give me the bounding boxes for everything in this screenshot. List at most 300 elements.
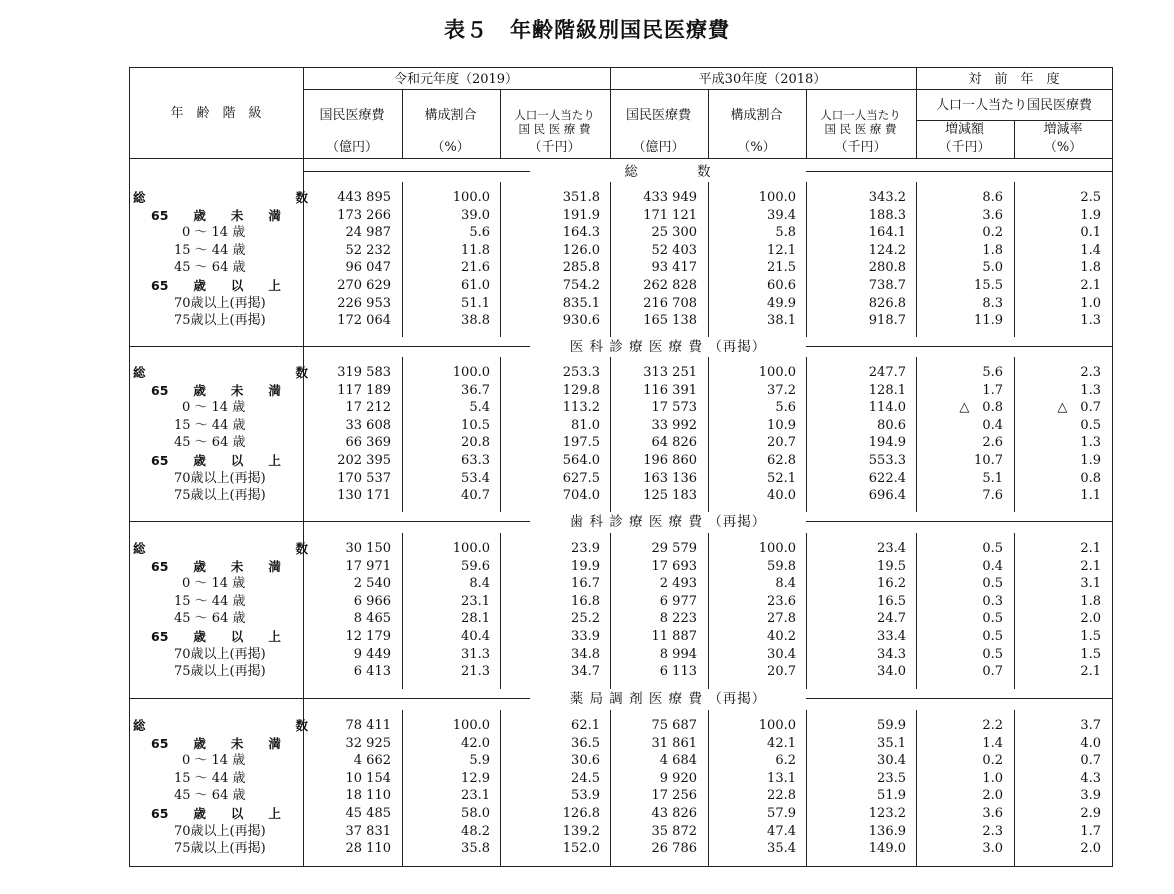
section-separator-label xyxy=(129,346,303,347)
table-cell: 34.7 xyxy=(571,664,600,680)
table-cell: 3.7 xyxy=(1080,718,1101,733)
table-cell: 1.8 xyxy=(1080,260,1101,276)
table-cell: 754.2 xyxy=(562,278,600,293)
table-cell: 51.9 xyxy=(877,788,906,804)
table-cell: 622.4 xyxy=(868,470,906,486)
table-cell: 33 992 xyxy=(651,417,697,433)
table-cell: 16.7 xyxy=(571,576,600,592)
table-cell: 17 693 xyxy=(651,558,697,574)
table-cell: 171 121 xyxy=(643,207,697,223)
row-label: 70歳以上(再掲) xyxy=(174,823,266,839)
col-percap-2018-line2: 国 民 医 療 費 xyxy=(824,122,897,136)
table-cell: 12.9 xyxy=(461,770,490,786)
row-label: 総 数 xyxy=(133,190,309,205)
table-cell: 96 047 xyxy=(345,260,391,276)
table-cell: 0.4 xyxy=(982,417,1003,433)
table-cell: 165 138 xyxy=(643,313,697,329)
row-label: 65 歳 未 満 xyxy=(151,382,281,398)
table-cell: △ 0.7 xyxy=(1057,400,1101,416)
table-cell: 1.0 xyxy=(982,770,1003,786)
table-cell: 2.2 xyxy=(982,718,1003,733)
table-cell: 136.9 xyxy=(868,823,906,839)
page-title: 表５ 年齢階級別国民医療費 xyxy=(444,18,730,42)
table-cell: 285.8 xyxy=(562,260,600,276)
table-cell: 3.0 xyxy=(982,841,1003,857)
col-share-2019: 構成割合 xyxy=(424,108,477,123)
table-cell: 313 251 xyxy=(643,365,697,380)
table-cell: 31 861 xyxy=(651,735,697,751)
table-cell: 52.1 xyxy=(767,470,796,486)
table-cell: 24.7 xyxy=(877,611,906,627)
table-cell: 23.1 xyxy=(461,788,490,804)
col-divider-header xyxy=(1014,120,1015,159)
table-cell: 1.1 xyxy=(1080,488,1101,504)
table-cell: 33 608 xyxy=(345,417,391,433)
row-label: 65 歳 以 上 xyxy=(151,629,281,644)
table-cell: 319 583 xyxy=(337,365,391,380)
table-cell: 0.5 xyxy=(982,629,1003,644)
table-cell: 37.2 xyxy=(767,382,796,398)
table-cell: 0.3 xyxy=(982,593,1003,609)
table-cell: 170 537 xyxy=(337,470,391,486)
table-cell: 2.1 xyxy=(1080,541,1101,556)
table-top-border xyxy=(129,67,1113,68)
table-cell: 139.2 xyxy=(562,823,600,839)
col-increase-rate-unit: （%） xyxy=(1043,140,1083,155)
table-cell: 191.9 xyxy=(562,207,600,223)
table-cell: 40.0 xyxy=(767,488,796,504)
table-cell: 35.8 xyxy=(461,841,490,857)
table-cell: 2.5 xyxy=(1080,190,1101,205)
table-cell: 30 150 xyxy=(345,541,391,556)
table-cell: 116 391 xyxy=(643,382,697,398)
table-cell: 11.8 xyxy=(461,242,490,258)
table-cell: 52 403 xyxy=(651,242,697,258)
table-cell: 1.3 xyxy=(1080,382,1101,398)
row-label: 70歳以上(再掲) xyxy=(174,295,266,311)
table-cell: 17 256 xyxy=(651,788,697,804)
row-label: 75歳以上(再掲) xyxy=(174,313,266,329)
table-cell: 1.5 xyxy=(1080,629,1101,644)
table-cell: 59.9 xyxy=(877,718,906,733)
row-label: 0 ～ 14 歳 xyxy=(182,576,246,592)
table-cell: 553.3 xyxy=(868,453,906,468)
table-cell: 24 987 xyxy=(345,225,391,241)
table-cell: 0.5 xyxy=(1080,417,1101,433)
table-cell: 5.1 xyxy=(982,470,1003,486)
table-cell: 2.3 xyxy=(982,823,1003,839)
table-cell: 11.9 xyxy=(974,313,1003,329)
table-cell: 216 708 xyxy=(643,295,697,311)
table-bottom-border xyxy=(129,866,1113,867)
col-increase-amount: 増減額 xyxy=(944,122,984,137)
table-cell: 6 977 xyxy=(659,593,697,609)
table-cell: 52 232 xyxy=(345,242,391,258)
table-cell: 5.9 xyxy=(469,753,490,769)
table-cell: 48.2 xyxy=(461,823,490,839)
table-cell: 24.5 xyxy=(571,770,600,786)
table-cell: 100.0 xyxy=(758,190,796,205)
group-header-change: 対 前 年 度 xyxy=(968,72,1060,87)
row-label: 65 歳 以 上 xyxy=(151,806,281,821)
table-cell: 23.5 xyxy=(877,770,906,786)
table-cell: 51.1 xyxy=(461,295,490,311)
table-cell: 36.7 xyxy=(461,382,490,398)
table-cell: 433 949 xyxy=(643,190,697,205)
table-cell: 1.9 xyxy=(1080,207,1101,223)
row-label: 15 ～ 44 歳 xyxy=(174,417,246,433)
table-cell: 1.7 xyxy=(1080,823,1101,839)
table-cell: △ 0.8 xyxy=(959,400,1003,416)
table-cell: 23.4 xyxy=(877,541,906,556)
table-cell: 930.6 xyxy=(562,313,600,329)
table-cell: 126.0 xyxy=(562,242,600,258)
col-share-unit-2018: （%） xyxy=(737,140,776,155)
table-cell: 37 831 xyxy=(345,823,391,839)
row-label: 15 ～ 44 歳 xyxy=(174,242,246,258)
table-cell: 351.8 xyxy=(562,190,600,205)
table-cell: 4 684 xyxy=(659,753,697,769)
row-label: 0 ～ 14 歳 xyxy=(182,225,246,241)
table-cell: 33.9 xyxy=(571,629,600,644)
table-cell: 38.1 xyxy=(767,313,796,329)
table-cell: 1.4 xyxy=(982,735,1003,751)
section-title: 総 数 xyxy=(530,164,806,180)
table-cell: 0.2 xyxy=(982,225,1003,241)
row-label: 65 歳 以 上 xyxy=(151,278,281,293)
col-total-2019: 国民医療費 xyxy=(319,108,385,123)
table-cell: 9 920 xyxy=(659,770,697,786)
table-cell: 10 154 xyxy=(345,770,391,786)
table-cell: 738.7 xyxy=(868,278,906,293)
table-cell: 27.8 xyxy=(767,611,796,627)
table-cell: 53.4 xyxy=(461,470,490,486)
table-cell: 164.1 xyxy=(868,225,906,241)
table-cell: 918.7 xyxy=(868,313,906,329)
row-label: 45 ～ 64 歳 xyxy=(174,788,246,804)
table-cell: 39.0 xyxy=(461,207,490,223)
table-cell: 126.8 xyxy=(562,806,600,821)
table-cell: 35.4 xyxy=(767,841,796,857)
table-cell: 0.5 xyxy=(982,611,1003,627)
section-title: 薬 局 調 剤 医 療 費 （再掲） xyxy=(530,691,806,707)
table-cell: 163 136 xyxy=(643,470,697,486)
table-cell: 3.1 xyxy=(1080,576,1101,592)
table-cell: 2.1 xyxy=(1080,664,1101,680)
table-cell: 17 573 xyxy=(651,400,697,416)
table-cell: 194.9 xyxy=(868,435,906,451)
table-cell: 253.3 xyxy=(562,365,600,380)
table-cell: 19.5 xyxy=(877,558,906,574)
table-cell: 62.8 xyxy=(767,453,796,468)
col-divider-header xyxy=(708,89,709,159)
table-cell: 43 826 xyxy=(651,806,697,821)
table-cell: 704.0 xyxy=(562,488,600,504)
table-cell: 173 266 xyxy=(337,207,391,223)
table-cell: 29 579 xyxy=(651,541,697,556)
table-cell: 16.8 xyxy=(571,593,600,609)
table-cell: 38.8 xyxy=(461,313,490,329)
col-percap-2019-line1: 人口一人当たり xyxy=(514,108,595,122)
table-cell: 2.6 xyxy=(982,435,1003,451)
table-cell: 124.2 xyxy=(868,242,906,258)
table-cell: 10.5 xyxy=(461,417,490,433)
table-cell: 8 994 xyxy=(659,646,697,662)
table-cell: 130 171 xyxy=(337,488,391,504)
table-cell: 58.0 xyxy=(461,806,490,821)
table-cell: 280.8 xyxy=(868,260,906,276)
table-cell: 30.6 xyxy=(571,753,600,769)
change-subheader: 人口一人当たり国民医療費 xyxy=(935,98,1092,113)
table-cell: 35 872 xyxy=(651,823,697,839)
table-cell: 17 212 xyxy=(345,400,391,416)
table-cell: 10.9 xyxy=(767,417,796,433)
table-cell: 0.5 xyxy=(982,541,1003,556)
col-total-unit-2018: （億円） xyxy=(632,140,685,155)
row-label: 65 歳 未 満 xyxy=(151,735,281,751)
row-label: 75歳以上(再掲) xyxy=(174,664,266,680)
table-cell: 149.0 xyxy=(868,841,906,857)
table-cell: 172 064 xyxy=(337,313,391,329)
col-share-2018: 構成割合 xyxy=(730,108,783,123)
table-cell: 2.1 xyxy=(1080,558,1101,574)
table-cell: 100.0 xyxy=(452,190,490,205)
table-cell: 47.4 xyxy=(767,823,796,839)
section-title: 歯 科 診 療 医 療 費 （再掲） xyxy=(530,514,806,530)
table-cell: 5.0 xyxy=(982,260,1003,276)
table-cell: 5.8 xyxy=(775,225,796,241)
col-share-unit-2019: （%） xyxy=(431,140,470,155)
table-cell: 8.6 xyxy=(982,190,1003,205)
table-cell: 23.6 xyxy=(767,593,796,609)
table-cell: 100.0 xyxy=(758,718,796,733)
table-cell: 20.8 xyxy=(461,435,490,451)
table-cell: 5.6 xyxy=(469,225,490,241)
table-cell: 0.8 xyxy=(1080,470,1101,486)
table-cell: 17 971 xyxy=(345,558,391,574)
table-cell: 100.0 xyxy=(452,541,490,556)
row-label: 0 ～ 14 歳 xyxy=(182,400,246,416)
table-cell: 1.4 xyxy=(1080,242,1101,258)
table-cell: 3.9 xyxy=(1080,788,1101,804)
section-title: 医 科 診 療 医 療 費 （再掲） xyxy=(530,339,806,355)
table-cell: 1.5 xyxy=(1080,646,1101,662)
group-header-2018: 平成30年度（2018） xyxy=(698,72,827,87)
table-cell: 100.0 xyxy=(452,718,490,733)
table-cell: 59.6 xyxy=(461,558,490,574)
table-cell: 16.5 xyxy=(877,593,906,609)
table-cell: 78 411 xyxy=(345,718,391,733)
table-cell: 627.5 xyxy=(562,470,600,486)
table-cell: 826.8 xyxy=(868,295,906,311)
section-separator-label xyxy=(129,521,303,522)
table-cell: 22.8 xyxy=(767,788,796,804)
table-cell: 343.2 xyxy=(868,190,906,205)
table-cell: 4.0 xyxy=(1080,735,1101,751)
table-cell: 8.4 xyxy=(775,576,796,592)
table-cell: 114.0 xyxy=(868,400,906,416)
table-cell: 1.8 xyxy=(1080,593,1101,609)
table-cell: 152.0 xyxy=(562,841,600,857)
table-cell: 0.2 xyxy=(982,753,1003,769)
col-total-2018: 国民医療費 xyxy=(625,108,691,123)
table-cell: 2.3 xyxy=(1080,365,1101,380)
row-label: 15 ～ 44 歳 xyxy=(174,593,246,609)
table-cell: 6 413 xyxy=(353,664,391,680)
table-cell: 1.3 xyxy=(1080,313,1101,329)
table-cell: 262 828 xyxy=(643,278,697,293)
table-cell: 0.5 xyxy=(982,576,1003,592)
col-increase-rate: 増減率 xyxy=(1043,122,1083,137)
age-class-header: 年 齢 階 級 xyxy=(170,106,262,121)
table-cell: 2.0 xyxy=(1080,841,1101,857)
table-cell: 40.2 xyxy=(767,629,796,644)
row-label: 総 数 xyxy=(133,541,309,556)
table-cell: 1.9 xyxy=(1080,453,1101,468)
table-cell: 1.8 xyxy=(982,242,1003,258)
table-cell: 19.9 xyxy=(571,558,600,574)
row-label: 70歳以上(再掲) xyxy=(174,646,266,662)
col-divider-header xyxy=(806,89,807,159)
table-cell: 226 953 xyxy=(337,295,391,311)
table-cell: 2.0 xyxy=(982,788,1003,804)
table-cell: 100.0 xyxy=(758,541,796,556)
table-cell: 100.0 xyxy=(452,365,490,380)
table-cell: 3.6 xyxy=(982,806,1003,821)
table-cell: 1.0 xyxy=(1080,295,1101,311)
table-cell: 1.7 xyxy=(982,382,1003,398)
table-cell: 34.0 xyxy=(877,664,906,680)
row-label: 15 ～ 44 歳 xyxy=(174,770,246,786)
table-cell: 63.3 xyxy=(461,453,490,468)
table-cell: 53.9 xyxy=(571,788,600,804)
table-cell: 2 493 xyxy=(659,576,697,592)
table-cell: 117 189 xyxy=(337,382,391,398)
table-cell: 31.3 xyxy=(461,646,490,662)
table-cell: 164.3 xyxy=(562,225,600,241)
table-cell: 196 860 xyxy=(643,453,697,468)
table-cell: 49.9 xyxy=(767,295,796,311)
header-bottom-border xyxy=(129,158,1113,159)
table-cell: 36.5 xyxy=(571,735,600,751)
table-cell: 0.4 xyxy=(982,558,1003,574)
table-cell: 30.4 xyxy=(877,753,906,769)
row-label: 75歳以上(再掲) xyxy=(174,841,266,857)
row-label: 45 ～ 64 歳 xyxy=(174,260,246,276)
table-cell: 7.6 xyxy=(982,488,1003,504)
row-label: 0 ～ 14 歳 xyxy=(182,753,246,769)
table-cell: 21.5 xyxy=(767,260,796,276)
table-cell: 8 223 xyxy=(659,611,697,627)
table-cell: 5.4 xyxy=(469,400,490,416)
col-total-unit-2019: （億円） xyxy=(325,140,378,155)
table-cell: 6.2 xyxy=(775,753,796,769)
group-divider-header xyxy=(916,67,917,159)
table-cell: 113.2 xyxy=(562,400,600,416)
table-cell: 125 183 xyxy=(643,488,697,504)
table-cell: 80.6 xyxy=(877,417,906,433)
table-cell: 2 540 xyxy=(353,576,391,592)
row-label: 65 歳 未 満 xyxy=(151,207,281,223)
table-cell: 18 110 xyxy=(345,788,391,804)
row-label: 総 数 xyxy=(133,718,309,733)
table-cell: 6 113 xyxy=(659,664,697,680)
table-cell: 247.7 xyxy=(868,365,906,380)
col-percap-unit-2018: （千円） xyxy=(834,140,887,155)
col-percap-2018-line1: 人口一人当たり xyxy=(820,108,901,122)
table-cell: 20.7 xyxy=(767,664,796,680)
table-cell: 28 110 xyxy=(345,841,391,857)
table-cell: 33.4 xyxy=(877,629,906,644)
table-cell: 4.3 xyxy=(1080,770,1101,786)
section-separator-label xyxy=(129,698,303,699)
col-percap-2019-line2: 国 民 医 療 費 xyxy=(518,122,591,136)
table-cell: 23.9 xyxy=(571,541,600,556)
row-label: 75歳以上(再掲) xyxy=(174,488,266,504)
col-divider-header xyxy=(500,89,501,159)
table-cell: 12 179 xyxy=(345,629,391,644)
table-cell: 20.7 xyxy=(767,435,796,451)
col-increase-amount-unit: （千円） xyxy=(938,140,991,155)
table-cell: 1.3 xyxy=(1080,435,1101,451)
table-cell: 0.1 xyxy=(1080,225,1101,241)
table-cell: 57.9 xyxy=(767,806,796,821)
table-cell: 62.1 xyxy=(571,718,600,733)
table-cell: 8.4 xyxy=(469,576,490,592)
table-cell: 2.1 xyxy=(1080,278,1101,293)
table-cell: 16.2 xyxy=(877,576,906,592)
table-cell: 835.1 xyxy=(562,295,600,311)
row-label: 70歳以上(再掲) xyxy=(174,470,266,486)
table-cell: 0.7 xyxy=(1080,753,1101,769)
table-cell: 61.0 xyxy=(461,278,490,293)
table-cell: 2.9 xyxy=(1080,806,1101,821)
table-cell: 64 826 xyxy=(651,435,697,451)
row-label: 45 ～ 64 歳 xyxy=(174,435,246,451)
col-percap-unit-2019: （千円） xyxy=(528,140,581,155)
table-cell: 66 369 xyxy=(345,435,391,451)
table-cell: 60.6 xyxy=(767,278,796,293)
table-cell: 443 895 xyxy=(337,190,391,205)
table-cell: 6 966 xyxy=(353,593,391,609)
table-cell: 2.0 xyxy=(1080,611,1101,627)
row-label: 総 数 xyxy=(133,365,309,380)
table-cell: 5.6 xyxy=(982,365,1003,380)
table-cell: 81.0 xyxy=(571,417,600,433)
table-cell: 34.8 xyxy=(571,646,600,662)
table-cell: 100.0 xyxy=(758,365,796,380)
table-cell: 564.0 xyxy=(562,453,600,468)
table-cell: 21.3 xyxy=(461,664,490,680)
group-divider-header xyxy=(610,67,611,159)
table-cell: 123.2 xyxy=(868,806,906,821)
table-cell: 128.1 xyxy=(868,382,906,398)
table-cell: 15.5 xyxy=(974,278,1003,293)
table-cell: 4 662 xyxy=(353,753,391,769)
table-cell: 75 687 xyxy=(651,718,697,733)
table-cell: 202 395 xyxy=(337,453,391,468)
col-divider-header xyxy=(402,89,403,159)
table-cell: 3.6 xyxy=(982,207,1003,223)
table-cell: 59.8 xyxy=(767,558,796,574)
table-cell: 45 485 xyxy=(345,806,391,821)
table-cell: 9 449 xyxy=(353,646,391,662)
table-cell: 270 629 xyxy=(337,278,391,293)
table-cell: 26 786 xyxy=(651,841,697,857)
table-cell: 42.0 xyxy=(461,735,490,751)
table-cell: 32 925 xyxy=(345,735,391,751)
table-cell: 93 417 xyxy=(651,260,697,276)
